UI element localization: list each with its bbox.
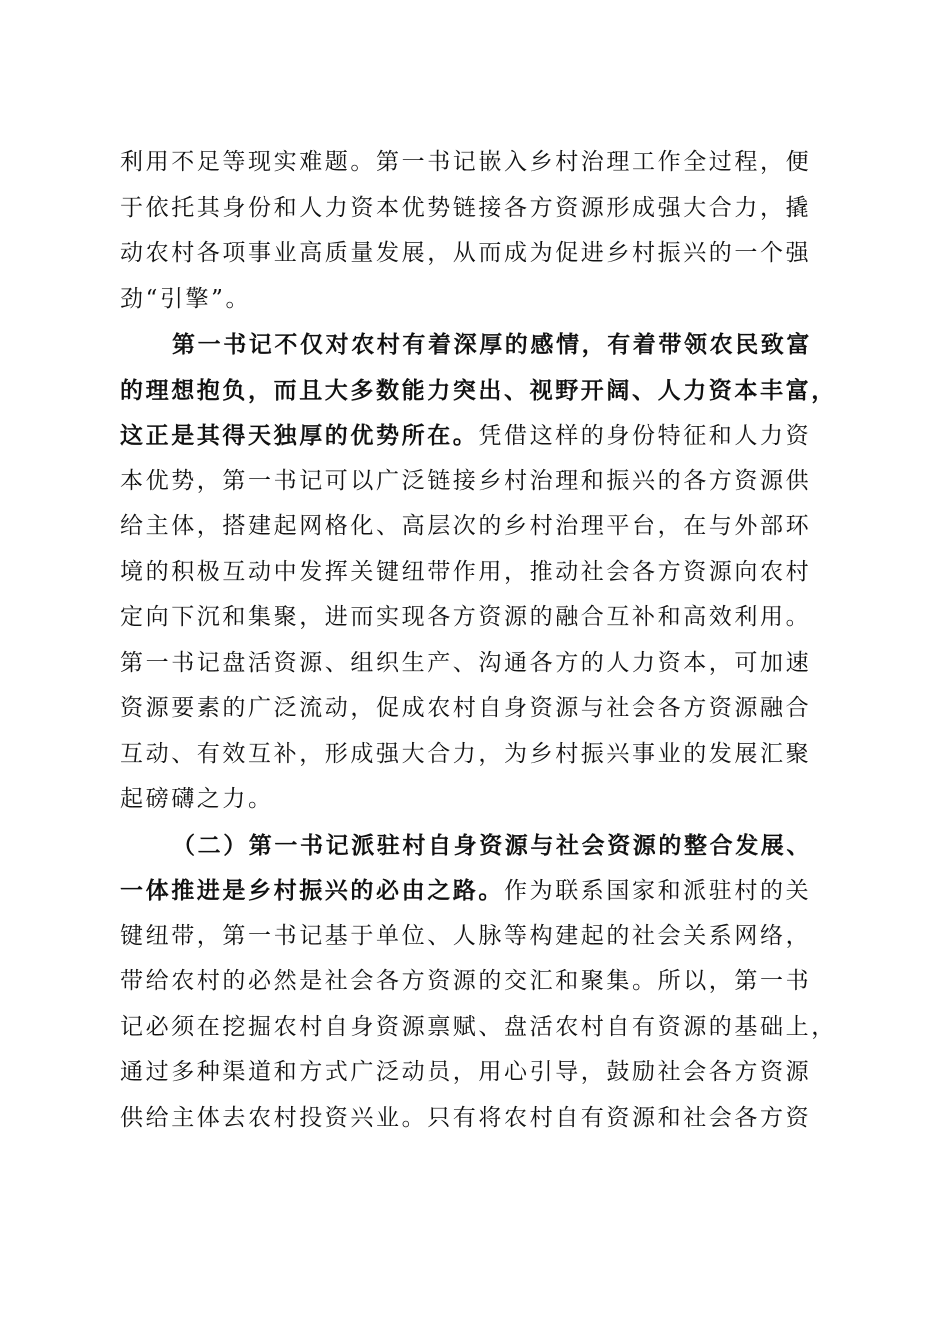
paragraph-3-line-7: 供给主体去农村投资兴业。只有将农村自有资源和社会各方资: [120, 1104, 812, 1131]
paragraph-3-line-2-bold: 一体推进是乡村振兴的必由之路。: [120, 877, 504, 904]
paragraph-3-line-5: 记必须在挖掘农村自身资源禀赋、盘活农村自有资源的基础上，: [120, 1013, 837, 1040]
paragraph-2-line-5: 给主体，搭建起网格化、高层次的乡村治理平台，在与外部环: [120, 513, 812, 539]
paragraph-3-line-2: [120, 868, 842, 914]
paragraph-3-line-6: 通过多种渠道和方式广泛动员，用心引导，鼓励社会各方资源: [120, 1059, 812, 1085]
paragraph-1-line-4: 劲“引擎”。: [120, 285, 252, 312]
paragraph-3-line-4: 带给农村的必然是社会各方资源的交汇和聚集。所以，第一书: [120, 968, 812, 994]
paragraph-1-line-3: 动农村各项事业高质量发展，从而成为促进乡村振兴的一个强: [120, 240, 812, 266]
paragraph-2-line-4: 本优势，第一书记可以广泛链接乡村治理和振兴的各方资源供: [120, 467, 812, 494]
paragraph-2-line-3-bold: 这正是其得天独厚的优势所在。: [120, 422, 479, 449]
paragraph-2-line-3-rest: 凭借这样的身份特征和人力资: [478, 423, 812, 449]
paragraph-2-line-1: 第一书记不仅对农村有着深厚的感情，有着带领农民致富: [172, 331, 812, 358]
paragraph-2-line-7: 定向下沉和集聚，进而实现各方资源的融合互补和高效利用。: [120, 604, 812, 630]
paragraph-2-line-3: [120, 413, 842, 459]
paragraph-3-line-3: 键纽带，第一书记基于单位、人脉等构建起的社会关系网络，: [120, 922, 812, 949]
paragraph-2-line-10: 互动、有效互补，形成强大合力，为乡村振兴事业的发展汇聚: [120, 740, 812, 767]
paragraph-3-line-2-rest: 作为联系国家和派驻村的关: [504, 878, 812, 904]
paragraph-2-line-2: 的理想抱负，而且大多数能力突出、视野开阔、人力资本丰富，: [120, 376, 837, 404]
body-text: [120, 140, 842, 1141]
paragraph-2-line-11: 起磅礴之力。: [120, 786, 274, 812]
paragraph-1-line-2: 于依托其身份和人力资本优势链接各方资源形成强大合力，撬: [120, 194, 812, 221]
paragraph-3-line-1: （二）第一书记派驻村自身资源与社会资源的整合发展、: [172, 831, 812, 859]
paragraph-2-line-8: 第一书记盘活资源、组织生产、沟通各方的人力资本，可加速: [120, 649, 812, 676]
paragraph-2-line-9: 资源要素的广泛流动，促成农村自身资源与社会各方资源融合: [120, 695, 812, 721]
paragraph-2-line-6: 境的积极互动中发挥关键纽带作用，推动社会各方资源向农村: [120, 558, 812, 585]
paragraph-1-line-1: 利用不足等现实难题。第一书记嵌入乡村治理工作全过程，便: [120, 149, 812, 175]
